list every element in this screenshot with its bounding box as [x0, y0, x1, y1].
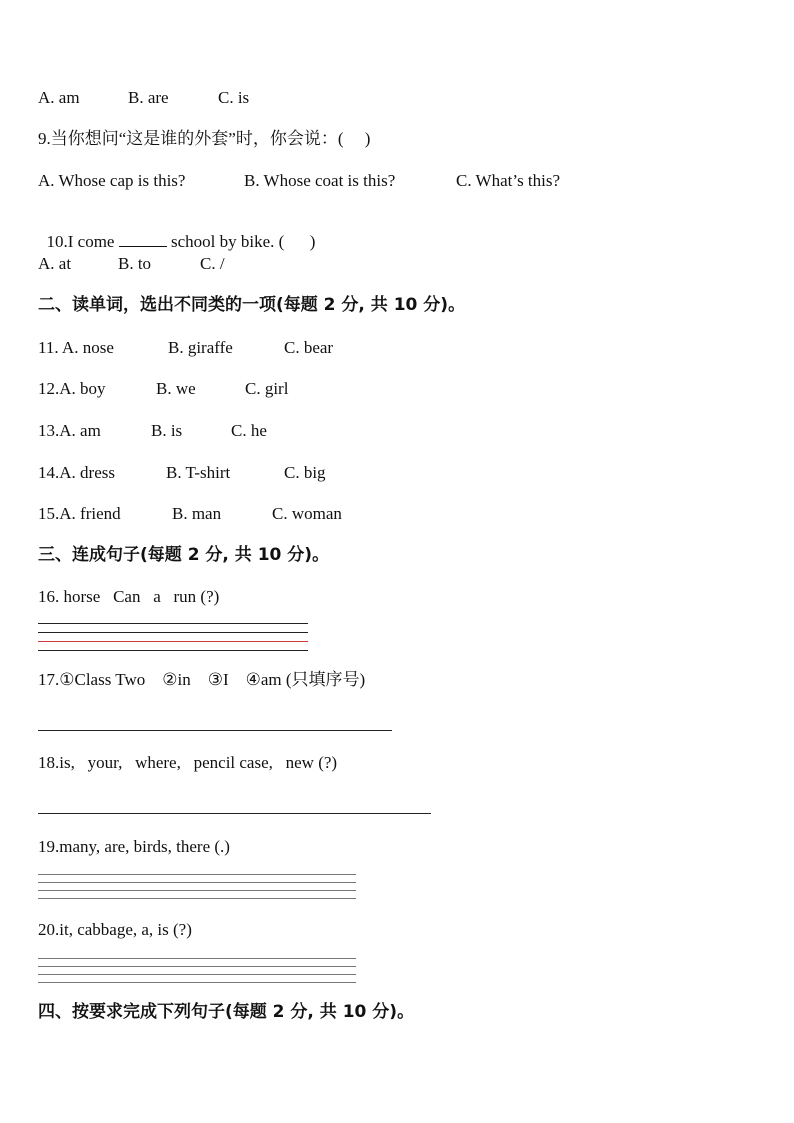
q9-option-a: A. Whose cap is this? [38, 171, 186, 190]
q10-blank[interactable] [119, 232, 167, 247]
q8-option-a: A. am [38, 88, 80, 107]
q18-answer-line[interactable] [38, 813, 431, 814]
q11-option-b: B. giraffe [168, 338, 233, 357]
q19-words: 19.many, are, birds, there (.) [38, 837, 230, 856]
q16-writing-lines[interactable] [38, 623, 308, 655]
q10-stem [38, 212, 315, 252]
q15-option-a: 15.A. friend [38, 504, 121, 523]
q15-option-b: B. man [172, 504, 222, 523]
q17-words: 17.①Class Two ②in ③I ④am (只填序号) [38, 670, 366, 689]
section-2-title: 二、读单词，选出不同类的一项(每题 2 分, 共 10 分)。 [38, 295, 466, 315]
q13-option-c: C. he [231, 421, 267, 440]
q9-stem: 9.当你想问“这是谁的外套”时，你会说：( ) [38, 129, 371, 148]
q17-answer-line[interactable] [38, 730, 392, 731]
q19-writing-lines[interactable] [38, 874, 356, 902]
q10-option-c: C. / [200, 254, 225, 273]
q11-option-a: 11. A. nose [38, 338, 114, 357]
q10-stem-before: 10.I come [46, 232, 119, 251]
q20-words: 20.it, cabbage, a, is (?) [38, 920, 192, 939]
q10-option-a: A. at [38, 254, 72, 273]
section-3-title: 三、连成句子(每题 2 分, 共 10 分)。 [38, 545, 330, 565]
q8-option-b: B. are [128, 88, 169, 107]
q13-option-a: 13.A. am [38, 421, 101, 440]
q15-option-c: C. woman [272, 504, 342, 523]
q9-option-b: B. Whose coat is this? [244, 171, 396, 190]
q13-option-b: B. is [151, 421, 183, 440]
q12-option-b: B. we [156, 379, 196, 398]
q18-words: 18.is, your, where, pencil case, new (?) [38, 753, 338, 772]
q12-option-a: 12.A. boy [38, 379, 106, 398]
q16-words: 16. horse Can a run (?) [38, 587, 220, 606]
section-4-title: 四、按要求完成下列句子(每题 2 分, 共 10 分)。 [38, 1002, 415, 1022]
q10-stem-after: school by bike. ( ) [166, 232, 316, 251]
q14-option-b: B. T-shirt [166, 463, 231, 482]
q9-option-c: C. What’s this? [456, 171, 561, 190]
q12-option-c: C. girl [245, 379, 289, 398]
q10-options [38, 254, 225, 334]
q14-option-c: C. big [284, 463, 326, 482]
q10-option-b: B. to [118, 254, 152, 273]
q8-option-c: C. is [218, 88, 250, 107]
q20-writing-lines[interactable] [38, 958, 356, 986]
q14-option-a: 14.A. dress [38, 463, 115, 482]
q11-option-c: C. bear [284, 338, 334, 357]
